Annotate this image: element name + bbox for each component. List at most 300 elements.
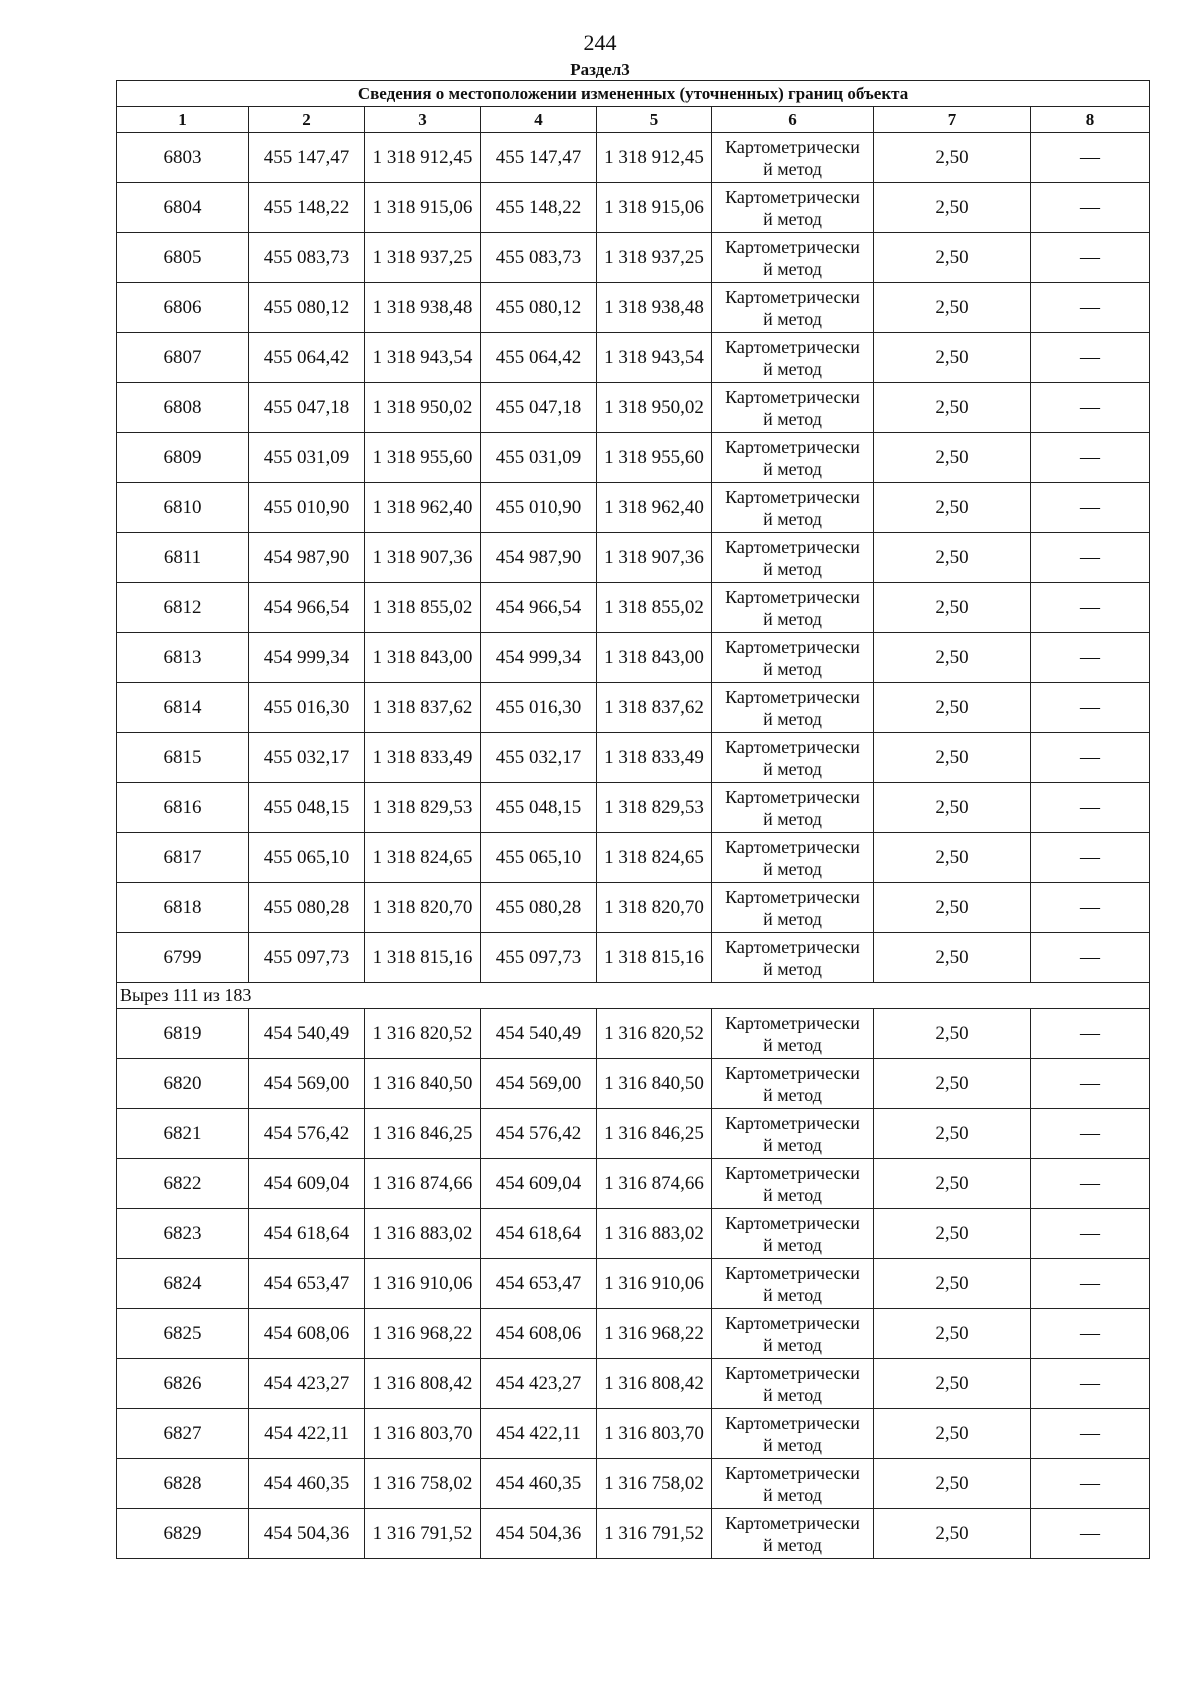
column-number: 8	[1031, 107, 1150, 133]
method-cell	[712, 483, 874, 533]
method-text-line-2: й метод	[763, 658, 822, 679]
precision-cell: 2,50	[874, 833, 1031, 883]
x-new-cell: 455 047,18	[481, 383, 597, 433]
point-number-cell: 6808	[117, 383, 249, 433]
table-row	[117, 883, 1150, 933]
x-new-cell: 455 147,47	[481, 133, 597, 183]
y-new-cell: 1 318 824,65	[597, 833, 712, 883]
table-row	[117, 733, 1150, 783]
table-row	[117, 183, 1150, 233]
column-number: 6	[712, 107, 874, 133]
x-old-cell: 454 966,54	[249, 583, 365, 633]
y-new-cell: 1 318 943,54	[597, 333, 712, 383]
precision-cell: 2,50	[874, 1509, 1031, 1559]
y-new-cell: 1 316 968,22	[597, 1309, 712, 1359]
method-text-line-2: й метод	[763, 208, 822, 229]
x-new-cell: 455 080,28	[481, 883, 597, 933]
method-text-line-2: й метод	[763, 1434, 822, 1455]
method-cell	[712, 733, 874, 783]
method-text-line-2: й метод	[763, 408, 822, 429]
y-new-cell: 1 316 840,50	[597, 1059, 712, 1109]
x-old-cell: 454 460,35	[249, 1459, 365, 1509]
method-cell	[712, 433, 874, 483]
column-number: 3	[365, 107, 481, 133]
description-cell: —	[1031, 783, 1150, 833]
description-cell: —	[1031, 733, 1150, 783]
y-new-cell: 1 318 815,16	[597, 933, 712, 983]
method-text-line-1: Картометрически	[725, 836, 860, 857]
method-cell	[712, 283, 874, 333]
method-text-line-2: й метод	[763, 908, 822, 929]
x-new-cell: 454 569,00	[481, 1059, 597, 1109]
precision-cell: 2,50	[874, 1409, 1031, 1459]
y-new-cell: 1 316 846,25	[597, 1109, 712, 1159]
x-old-cell: 455 097,73	[249, 933, 365, 983]
point-number-cell: 6829	[117, 1509, 249, 1559]
table-row	[117, 633, 1150, 683]
y-old-cell: 1 318 824,65	[365, 833, 481, 883]
method-text-line-1: Картометрически	[725, 186, 860, 207]
method-text-line-2: й метод	[763, 508, 822, 529]
table-row	[117, 1459, 1150, 1509]
method-text-line-2: й метод	[763, 708, 822, 729]
method-text-line-2: й метод	[763, 358, 822, 379]
x-old-cell: 454 999,34	[249, 633, 365, 683]
y-new-cell: 1 318 912,45	[597, 133, 712, 183]
point-number-cell: 6822	[117, 1159, 249, 1209]
method-text-line-2: й метод	[763, 1034, 822, 1055]
precision-cell: 2,50	[874, 1459, 1031, 1509]
method-cell	[712, 683, 874, 733]
method-text-line-1: Картометрически	[725, 486, 860, 507]
method-cell	[712, 383, 874, 433]
x-new-cell: 454 653,47	[481, 1259, 597, 1309]
table-body	[117, 133, 1150, 1559]
table-row	[117, 1259, 1150, 1309]
description-cell: —	[1031, 683, 1150, 733]
y-new-cell: 1 318 829,53	[597, 783, 712, 833]
description-cell: —	[1031, 483, 1150, 533]
precision-cell: 2,50	[874, 583, 1031, 633]
method-text-line-2: й метод	[763, 1134, 822, 1155]
method-text-line-1: Картометрически	[725, 536, 860, 557]
method-text-line-2: й метод	[763, 758, 822, 779]
x-new-cell: 454 966,54	[481, 583, 597, 633]
point-number-cell: 6818	[117, 883, 249, 933]
method-text-line-1: Картометрически	[725, 736, 860, 757]
description-cell: —	[1031, 533, 1150, 583]
y-old-cell: 1 318 915,06	[365, 183, 481, 233]
description-cell: —	[1031, 1509, 1150, 1559]
y-old-cell: 1 318 843,00	[365, 633, 481, 683]
y-old-cell: 1 316 874,66	[365, 1159, 481, 1209]
y-old-cell: 1 318 829,53	[365, 783, 481, 833]
point-number-cell: 6820	[117, 1059, 249, 1109]
x-old-cell: 454 987,90	[249, 533, 365, 583]
y-old-cell: 1 318 907,36	[365, 533, 481, 583]
y-new-cell: 1 318 937,25	[597, 233, 712, 283]
method-text-line-2: й метод	[763, 1234, 822, 1255]
point-number-cell: 6825	[117, 1309, 249, 1359]
method-text-line-1: Картометрически	[725, 286, 860, 307]
y-new-cell: 1 318 950,02	[597, 383, 712, 433]
method-text-line-1: Картометрически	[725, 586, 860, 607]
method-text-line-1: Картометрически	[725, 1512, 860, 1533]
x-new-cell: 455 010,90	[481, 483, 597, 533]
description-cell: —	[1031, 133, 1150, 183]
method-text-line-1: Картометрически	[725, 786, 860, 807]
precision-cell: 2,50	[874, 183, 1031, 233]
y-new-cell: 1 318 837,62	[597, 683, 712, 733]
y-new-cell: 1 318 843,00	[597, 633, 712, 683]
x-old-cell: 455 064,42	[249, 333, 365, 383]
description-cell: —	[1031, 1159, 1150, 1209]
section-row	[117, 983, 1150, 1009]
x-old-cell: 455 065,10	[249, 833, 365, 883]
y-old-cell: 1 316 968,22	[365, 1309, 481, 1359]
table-row	[117, 483, 1150, 533]
column-number: 4	[481, 107, 597, 133]
point-number-cell: 6803	[117, 133, 249, 183]
description-cell: —	[1031, 633, 1150, 683]
y-new-cell: 1 316 808,42	[597, 1359, 712, 1409]
method-cell	[712, 933, 874, 983]
x-old-cell: 455 147,47	[249, 133, 365, 183]
y-new-cell: 1 318 955,60	[597, 433, 712, 483]
point-number-cell: 6805	[117, 233, 249, 283]
x-old-cell: 455 032,17	[249, 733, 365, 783]
method-text-line-1: Картометрически	[725, 1312, 860, 1333]
description-cell: —	[1031, 283, 1150, 333]
method-text-line-2: й метод	[763, 1284, 822, 1305]
point-number-cell: 6814	[117, 683, 249, 733]
x-new-cell: 454 987,90	[481, 533, 597, 583]
y-old-cell: 1 318 937,25	[365, 233, 481, 283]
method-cell	[712, 1359, 874, 1409]
section-label: Вырез 111 из 183	[117, 983, 1150, 1009]
method-cell	[712, 1059, 874, 1109]
method-text-line-1: Картометрически	[725, 1362, 860, 1383]
point-number-cell: 6809	[117, 433, 249, 483]
point-number-cell: 6810	[117, 483, 249, 533]
table-row	[117, 1409, 1150, 1459]
point-number-cell: 6812	[117, 583, 249, 633]
y-new-cell: 1 316 820,52	[597, 1009, 712, 1059]
y-old-cell: 1 316 808,42	[365, 1359, 481, 1409]
method-text-line-1: Картометрически	[725, 636, 860, 657]
method-text-line-1: Картометрически	[725, 1162, 860, 1183]
method-text-line-2: й метод	[763, 158, 822, 179]
y-old-cell: 1 318 815,16	[365, 933, 481, 983]
description-cell: —	[1031, 383, 1150, 433]
description-cell: —	[1031, 1259, 1150, 1309]
method-text-line-1: Картометрически	[725, 686, 860, 707]
x-old-cell: 454 618,64	[249, 1209, 365, 1259]
method-text-line-2: й метод	[763, 1084, 822, 1105]
y-old-cell: 1 318 943,54	[365, 333, 481, 383]
y-old-cell: 1 318 950,02	[365, 383, 481, 433]
y-old-cell: 1 316 910,06	[365, 1259, 481, 1309]
method-cell	[712, 833, 874, 883]
method-text-line-1: Картометрически	[725, 1262, 860, 1283]
x-new-cell: 454 460,35	[481, 1459, 597, 1509]
y-old-cell: 1 318 855,02	[365, 583, 481, 633]
method-cell	[712, 183, 874, 233]
table-row	[117, 1059, 1150, 1109]
precision-cell: 2,50	[874, 633, 1031, 683]
table-row	[117, 383, 1150, 433]
y-new-cell: 1 316 883,02	[597, 1209, 712, 1259]
precision-cell: 2,50	[874, 733, 1031, 783]
point-number-cell: 6821	[117, 1109, 249, 1159]
point-number-cell: 6799	[117, 933, 249, 983]
x-new-cell: 454 422,11	[481, 1409, 597, 1459]
description-cell: —	[1031, 1359, 1150, 1409]
precision-cell: 2,50	[874, 1209, 1031, 1259]
method-cell	[712, 1109, 874, 1159]
x-new-cell: 454 504,36	[481, 1509, 597, 1559]
method-text-line-2: й метод	[763, 958, 822, 979]
x-new-cell: 455 032,17	[481, 733, 597, 783]
method-text-line-1: Картометрически	[725, 1412, 860, 1433]
y-old-cell: 1 318 820,70	[365, 883, 481, 933]
description-cell: —	[1031, 1459, 1150, 1509]
x-new-cell: 455 065,10	[481, 833, 597, 883]
point-number-cell: 6817	[117, 833, 249, 883]
x-old-cell: 454 569,00	[249, 1059, 365, 1109]
table-row	[117, 1159, 1150, 1209]
x-old-cell: 455 048,15	[249, 783, 365, 833]
method-text-line-2: й метод	[763, 1534, 822, 1555]
precision-cell: 2,50	[874, 1359, 1031, 1409]
method-text-line-1: Картометрически	[725, 1112, 860, 1133]
precision-cell: 2,50	[874, 483, 1031, 533]
point-number-cell: 6823	[117, 1209, 249, 1259]
description-cell: —	[1031, 1309, 1150, 1359]
method-cell	[712, 1009, 874, 1059]
method-cell	[712, 1209, 874, 1259]
x-new-cell: 455 016,30	[481, 683, 597, 733]
description-cell: —	[1031, 883, 1150, 933]
table-row	[117, 233, 1150, 283]
y-old-cell: 1 318 938,48	[365, 283, 481, 333]
point-number-cell: 6824	[117, 1259, 249, 1309]
method-cell	[712, 1309, 874, 1359]
x-old-cell: 455 083,73	[249, 233, 365, 283]
method-text-line-1: Картометрически	[725, 936, 860, 957]
method-text-line-2: й метод	[763, 458, 822, 479]
description-cell: —	[1031, 933, 1150, 983]
x-old-cell: 454 608,06	[249, 1309, 365, 1359]
method-cell	[712, 133, 874, 183]
y-old-cell: 1 318 962,40	[365, 483, 481, 533]
table-caption: Сведения о местоположении измененных (уточненных) границ объекта	[117, 81, 1150, 107]
method-text-line-1: Картометрически	[725, 886, 860, 907]
method-cell	[712, 533, 874, 583]
precision-cell: 2,50	[874, 883, 1031, 933]
x-new-cell: 454 540,49	[481, 1009, 597, 1059]
y-old-cell: 1 318 833,49	[365, 733, 481, 783]
point-number-cell: 6807	[117, 333, 249, 383]
x-new-cell: 455 080,12	[481, 283, 597, 333]
point-number-cell: 6804	[117, 183, 249, 233]
section-title: Раздел3	[570, 60, 630, 79]
point-number-cell: 6815	[117, 733, 249, 783]
method-cell	[712, 1259, 874, 1309]
table-row	[117, 783, 1150, 833]
method-text-line-1: Картометрически	[725, 336, 860, 357]
precision-cell: 2,50	[874, 1109, 1031, 1159]
description-cell: —	[1031, 1009, 1150, 1059]
precision-cell: 2,50	[874, 283, 1031, 333]
table-row	[117, 1109, 1150, 1159]
table-row	[117, 433, 1150, 483]
column-number: 1	[117, 107, 249, 133]
x-new-cell: 455 148,22	[481, 183, 597, 233]
method-cell	[712, 783, 874, 833]
table-row	[117, 1009, 1150, 1059]
x-new-cell: 455 064,42	[481, 333, 597, 383]
y-old-cell: 1 318 955,60	[365, 433, 481, 483]
method-cell	[712, 1409, 874, 1459]
description-cell: —	[1031, 183, 1150, 233]
coordinates-table	[116, 80, 1150, 1559]
description-cell: —	[1031, 833, 1150, 883]
method-text-line-2: й метод	[763, 608, 822, 629]
method-text-line-1: Картометрически	[725, 136, 860, 157]
y-new-cell: 1 316 803,70	[597, 1409, 712, 1459]
y-old-cell: 1 318 837,62	[365, 683, 481, 733]
table-row	[117, 333, 1150, 383]
y-new-cell: 1 318 907,36	[597, 533, 712, 583]
description-cell: —	[1031, 583, 1150, 633]
method-text-line-2: й метод	[763, 258, 822, 279]
table-row	[117, 933, 1150, 983]
y-new-cell: 1 316 874,66	[597, 1159, 712, 1209]
x-old-cell: 455 080,28	[249, 883, 365, 933]
method-cell	[712, 333, 874, 383]
x-old-cell: 454 576,42	[249, 1109, 365, 1159]
method-cell	[712, 633, 874, 683]
point-number-cell: 6819	[117, 1009, 249, 1059]
precision-cell: 2,50	[874, 1259, 1031, 1309]
x-new-cell: 454 423,27	[481, 1359, 597, 1409]
x-old-cell: 454 504,36	[249, 1509, 365, 1559]
y-new-cell: 1 316 910,06	[597, 1259, 712, 1309]
table-row	[117, 1359, 1150, 1409]
y-old-cell: 1 318 912,45	[365, 133, 481, 183]
x-new-cell: 454 608,06	[481, 1309, 597, 1359]
point-number-cell: 6828	[117, 1459, 249, 1509]
method-text-line-1: Картометрически	[725, 1062, 860, 1083]
y-new-cell: 1 316 791,52	[597, 1509, 712, 1559]
precision-cell: 2,50	[874, 233, 1031, 283]
x-new-cell: 454 618,64	[481, 1209, 597, 1259]
point-number-cell: 6811	[117, 533, 249, 583]
y-new-cell: 1 318 915,06	[597, 183, 712, 233]
column-number: 7	[874, 107, 1031, 133]
x-new-cell: 455 097,73	[481, 933, 597, 983]
y-new-cell: 1 316 758,02	[597, 1459, 712, 1509]
column-number: 5	[597, 107, 712, 133]
x-old-cell: 455 031,09	[249, 433, 365, 483]
precision-cell: 2,50	[874, 683, 1031, 733]
method-cell	[712, 1459, 874, 1509]
description-cell: —	[1031, 233, 1150, 283]
table-row	[117, 533, 1150, 583]
x-new-cell: 455 083,73	[481, 233, 597, 283]
method-text-line-2: й метод	[763, 1384, 822, 1405]
table-row	[117, 1209, 1150, 1259]
precision-cell: 2,50	[874, 1059, 1031, 1109]
method-text-line-2: й метод	[763, 1484, 822, 1505]
point-number-cell: 6827	[117, 1409, 249, 1459]
x-new-cell: 454 609,04	[481, 1159, 597, 1209]
point-number-cell: 6813	[117, 633, 249, 683]
x-old-cell: 454 653,47	[249, 1259, 365, 1309]
description-cell: —	[1031, 1109, 1150, 1159]
precision-cell: 2,50	[874, 1309, 1031, 1359]
table-row	[117, 1509, 1150, 1559]
y-old-cell: 1 316 846,25	[365, 1109, 481, 1159]
precision-cell: 2,50	[874, 933, 1031, 983]
x-old-cell: 455 080,12	[249, 283, 365, 333]
point-number-cell: 6816	[117, 783, 249, 833]
x-old-cell: 455 016,30	[249, 683, 365, 733]
method-text-line-1: Картометрически	[725, 1462, 860, 1483]
table-row	[117, 283, 1150, 333]
x-old-cell: 455 148,22	[249, 183, 365, 233]
precision-cell: 2,50	[874, 533, 1031, 583]
method-text-line-2: й метод	[763, 558, 822, 579]
table-row	[117, 133, 1150, 183]
y-old-cell: 1 316 791,52	[365, 1509, 481, 1559]
precision-cell: 2,50	[874, 1159, 1031, 1209]
method-cell	[712, 1159, 874, 1209]
table-row	[117, 683, 1150, 733]
y-new-cell: 1 318 833,49	[597, 733, 712, 783]
y-old-cell: 1 316 803,70	[365, 1409, 481, 1459]
method-cell	[712, 233, 874, 283]
method-cell	[712, 1509, 874, 1559]
y-new-cell: 1 318 938,48	[597, 283, 712, 333]
description-cell: —	[1031, 333, 1150, 383]
description-cell: —	[1031, 1059, 1150, 1109]
y-old-cell: 1 316 840,50	[365, 1059, 481, 1109]
y-new-cell: 1 318 855,02	[597, 583, 712, 633]
x-new-cell: 455 048,15	[481, 783, 597, 833]
x-old-cell: 454 540,49	[249, 1009, 365, 1059]
x-old-cell: 455 010,90	[249, 483, 365, 533]
method-cell	[712, 583, 874, 633]
table-row	[117, 583, 1150, 633]
method-text-line-1: Картометрически	[725, 1212, 860, 1233]
x-old-cell: 455 047,18	[249, 383, 365, 433]
precision-cell: 2,50	[874, 133, 1031, 183]
method-cell	[712, 883, 874, 933]
precision-cell: 2,50	[874, 783, 1031, 833]
method-text-line-1: Картометрически	[725, 236, 860, 257]
y-new-cell: 1 318 962,40	[597, 483, 712, 533]
description-cell: —	[1031, 433, 1150, 483]
method-text-line-2: й метод	[763, 1334, 822, 1355]
x-old-cell: 454 609,04	[249, 1159, 365, 1209]
column-number-row	[117, 107, 1150, 133]
y-new-cell: 1 318 820,70	[597, 883, 712, 933]
method-text-line-1: Картометрически	[725, 436, 860, 457]
x-old-cell: 454 423,27	[249, 1359, 365, 1409]
y-old-cell: 1 316 820,52	[365, 1009, 481, 1059]
